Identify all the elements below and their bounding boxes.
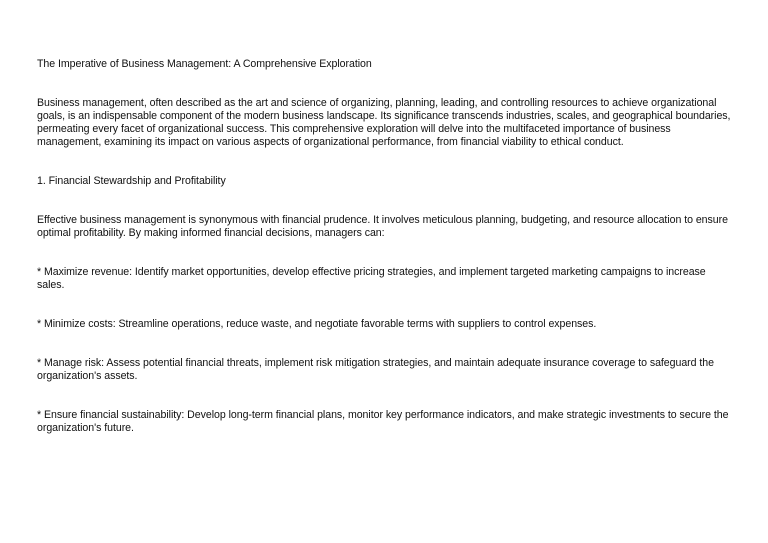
intro-paragraph: Business management, often described as the art and science of organizing, planning, leading, and controlling resources to achieve organizational goals, is an indispensable component of the modern business landscape. Its significance transcends industries, scales, and geographical boundaries, permeating every facet of organizational success. This comprehensive exploration will delve into the multifaceted importance of business management, examining its impact on various aspects of organizational performance, from financial viability to ethical conduct. xyxy=(37,97,731,148)
section-heading: 1. Financial Stewardship and Profitability xyxy=(37,175,226,187)
document-title: The Imperative of Business Management: A Comprehensive Exploration xyxy=(37,58,372,70)
bullet-minimize-costs: * Minimize costs: Streamline operations, reduce waste, and negotiate favorable terms with suppliers to control expenses. xyxy=(37,318,597,330)
document-page xyxy=(37,58,731,461)
bullet-financial-sustainability: * Ensure financial sustainability: Develop long-term financial plans, monitor key performance indicators, and make strategic investments to secure the organization's future. xyxy=(37,409,729,434)
bullet-maximize-revenue: * Maximize revenue: Identify market opportunities, develop effective pricing strategies, and implement targeted marketing campaigns to increase sales. xyxy=(37,266,706,291)
bullet-manage-risk: * Manage risk: Assess potential financial threats, implement risk mitigation strategies, and maintain adequate insurance coverage to safeguard the organization's assets. xyxy=(37,357,714,382)
section-lead-paragraph: Effective business management is synonymous with financial prudence. It involves meticulous planning, budgeting, and resource allocation to ensure optimal profitability. By making informed financial decisions, managers can: xyxy=(37,214,728,239)
